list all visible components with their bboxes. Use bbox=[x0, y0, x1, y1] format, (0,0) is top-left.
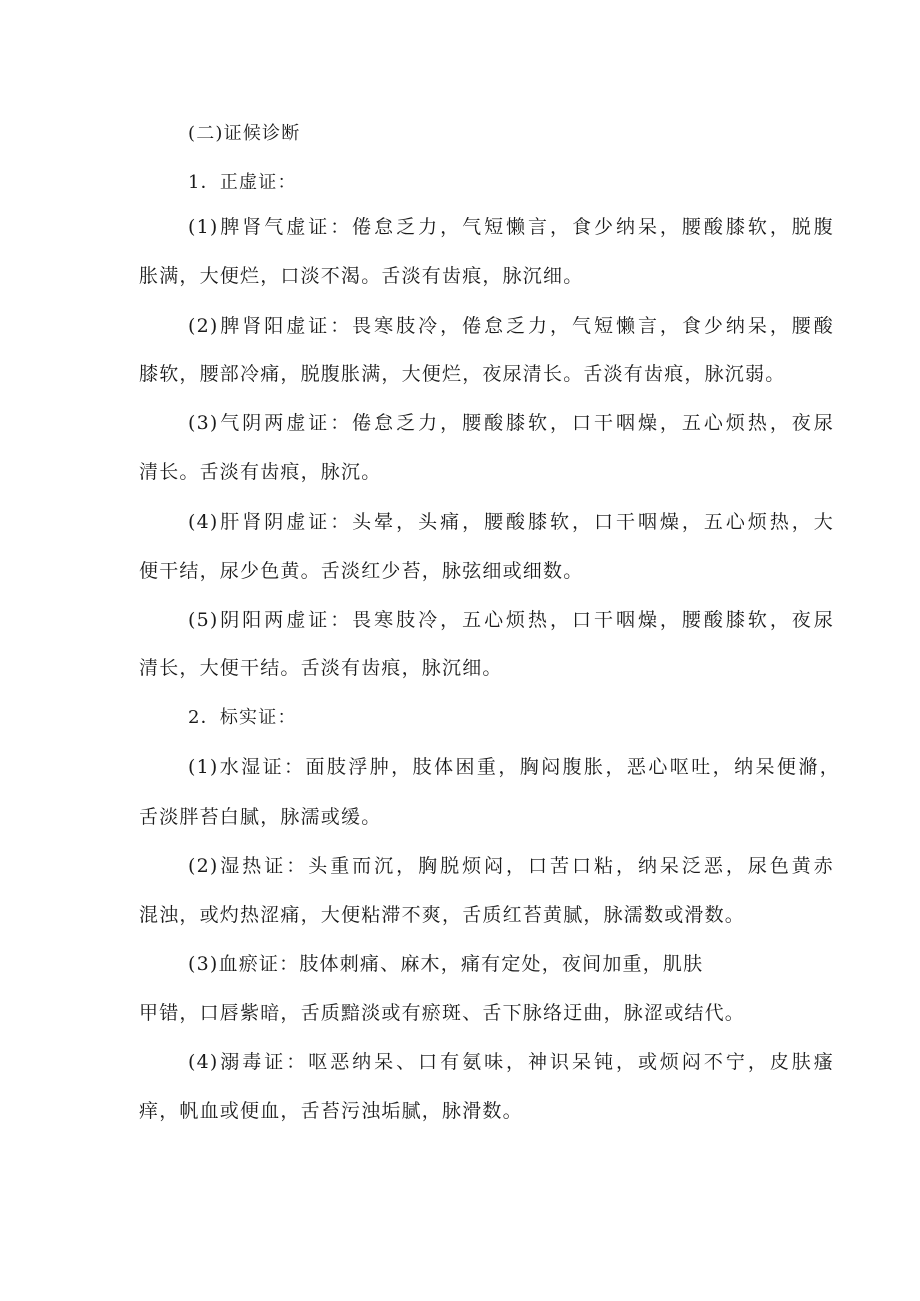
paragraph-line: 甲错，口唇紫暗，舌质黯淡或有瘀斑、舌下脉络迂曲，脉涩或结代。 bbox=[139, 1002, 746, 1024]
paragraph-line: 舌淡胖苔白腻，脉濡或缓。 bbox=[139, 806, 382, 828]
paragraph-line: (4)肝肾阴虚证：头晕，头痛，腰酸膝软，口干咽燥，五心烦热，大 bbox=[188, 511, 834, 533]
section-heading: (二)证候诊断 bbox=[188, 123, 301, 144]
paragraph-line: 便干结，尿少色黄。舌淡红少苔，脉弦细或细数。 bbox=[139, 560, 584, 582]
paragraph-line: 胀满，大便烂，口淡不渴。舌淡有齿痕，脉沉细。 bbox=[139, 265, 584, 287]
paragraph-line: (1)水湿证：面肢浮肿，肢体困重，胸闷腹胀，恶心呕吐，纳呆便滫， bbox=[188, 756, 840, 778]
paragraph-line: (3)气阴两虚证：倦怠乏力，腰酸膝软，口干咽燥，五心烦热，夜尿 bbox=[188, 412, 834, 434]
paragraph-line: (2)脾肾阳虚证：畏寒肢冷，倦怠乏力，气短懒言，食少纳呆，腰酸 bbox=[188, 315, 834, 337]
paragraph-line: (2)湿热证：头重而沉，胸脱烦闷，口苦口粘，纳呆泛恶，尿色黄赤 bbox=[188, 855, 834, 877]
paragraph-line: (5)阴阳两虚证：畏寒肢冷，五心烦热，口干咽燥，腰酸膝软，夜尿 bbox=[188, 609, 834, 631]
paragraph-line: (3)血瘀证：肢体刺痛、麻木，痛有定处，夜间加重，肌肤 bbox=[188, 953, 704, 975]
paragraph-line: 膝软，腰部冷痛，脱腹胀满，大便烂，夜尿清长。舌淡有齿痕，脉沉弱。 bbox=[139, 363, 786, 385]
paragraph-line: 清长。舌淡有齿痕，脉沉。 bbox=[139, 461, 382, 483]
paragraph-line: 痒，帆血或便血，舌苔污浊垢腻，脉滑数。 bbox=[139, 1100, 523, 1122]
paragraph-line: (4)溺毒证：呕恶纳呆、口有氨味，神识呆钝，或烦闷不宁，皮肤瘙 bbox=[188, 1051, 834, 1073]
paragraph-line: (1)脾肾气虚证：倦怠乏力，气短懒言，食少纳呆，腰酸膝软，脱腹 bbox=[188, 216, 834, 238]
paragraph-line: 混浊，或灼热涩痛，大便粘滞不爽，舌质红苔黄腻，脉濡数或滑数。 bbox=[139, 904, 746, 926]
subsection-heading-deficiency: 1．正虚证： bbox=[188, 172, 297, 193]
subsection-heading-excess: 2．标实证： bbox=[188, 707, 297, 728]
paragraph-line: 清长，大便干结。舌淡有齿痕，脉沉细。 bbox=[139, 657, 503, 679]
